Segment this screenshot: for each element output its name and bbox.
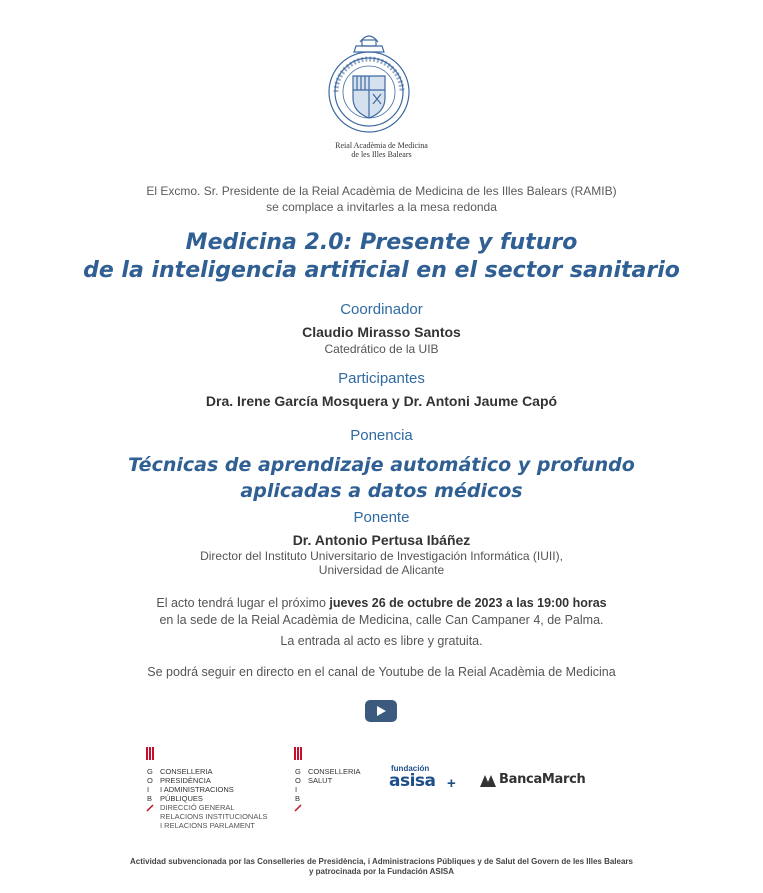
speaker-heading: Ponente: [353, 509, 410, 526]
logo-line: DIRECCIÓ GENERAL: [160, 803, 235, 812]
youtube-play-icon[interactable]: [365, 700, 397, 722]
institution-line-1: Reial Acadèmia de Medicina: [335, 141, 428, 150]
asisa-name: asisa: [389, 771, 436, 791]
coordinator-name: Claudio Mirasso Santos: [302, 324, 461, 340]
asisa-plus-icon: +: [447, 775, 456, 792]
talk-title: [0, 452, 763, 504]
logo-line: PRESIDÈNCIA: [160, 776, 211, 785]
goib-letter: B: [147, 794, 153, 803]
coordinator-role: Catedrático de la UIB: [324, 342, 439, 356]
goib-letter: B: [295, 794, 301, 803]
footer-line-2: y patrocinada por la Fundación ASISA: [308, 867, 455, 876]
goib-slash-icon: [294, 804, 302, 812]
goib-presidencia-text: [160, 767, 270, 830]
event-date-line: [0, 595, 763, 612]
speaker-role-line-1: Director del Instituto Universitario de Investigación Informática (IUII),: [200, 549, 563, 563]
goib-slash-icon: [146, 804, 154, 812]
goib-letter: I: [295, 785, 298, 794]
event-location: en la sede de la Reial Acadèmia de Medicina, calle Can Campaner 4, de Palma.: [159, 613, 604, 627]
goib-presidencia-logo: [146, 747, 266, 837]
footer-note: [0, 857, 763, 877]
logo-line: CONSELLERIA: [308, 767, 361, 776]
bancamarch-name: BancaMarch: [499, 772, 586, 787]
logo-line: I RELACIONS PARLAMENT: [160, 821, 255, 830]
goib-letters: [295, 767, 303, 803]
goib-letter: O: [147, 776, 153, 785]
goib-letter: I: [147, 785, 150, 794]
speaker-role-line-2: Universidad de Alicante: [318, 563, 445, 577]
goib-letter: G: [295, 767, 301, 776]
event-date: jueves 26 de octubre de 2023 a las 19:00 horas: [329, 596, 607, 610]
intro-line-2: se complace a invitarles a la mesa redonda: [266, 200, 497, 214]
speaker-name: Dr. Antonio Pertusa Ibáñez: [292, 532, 471, 548]
goib-salut-logo: [294, 747, 374, 817]
goib-letters: [147, 767, 155, 803]
goib-flag-icon: [294, 747, 302, 760]
logo-line: RELACIONS INSTITUCIONALS: [160, 812, 268, 821]
speaker-role: [0, 549, 763, 577]
goib-letter: O: [295, 776, 301, 785]
intro-line-1: El Excmo. Sr. Presidente de la Reial Acadèmia de Medicina de les Illes Balears (RAMIB): [146, 184, 617, 198]
talk-line-2: aplicadas a datos médicos: [240, 480, 523, 502]
goib-letter: G: [147, 767, 153, 776]
invitation-intro: [0, 183, 763, 215]
bancamarch-mark-icon: [480, 773, 496, 787]
goib-flag-icon: [146, 747, 154, 760]
participants-names: Dra. Irene García Mosquera y Dr. Antoni Jaume Capó: [205, 393, 558, 409]
institution-line-2: de les Illes Balears: [351, 150, 412, 159]
title-line-1: Medicina 2.0: Presente y futuro: [185, 230, 578, 255]
event-entry: La entrada al acto es libre y gratuita.: [280, 634, 483, 648]
event-title: [0, 229, 763, 285]
institution-name: [0, 141, 763, 159]
title-line-2: de la inteligencia artificial en el sector sanitario: [83, 258, 680, 283]
logo-line: PÚBLIQUES: [160, 794, 203, 803]
logo-line: CONSELLERIA: [160, 767, 213, 776]
academy-seal-logo: [326, 28, 412, 138]
coordinator-heading: Coordinador: [340, 301, 423, 318]
footer-line-1: Actividad subvencionada por las Conselleries de Presidència, i Administracions Públiques y de Salut del Govern de les Illes Balears: [130, 857, 633, 866]
goib-salut-text: [308, 767, 374, 785]
asisa-top-text: fundación: [391, 764, 430, 773]
event-date-prefix: El acto tendrá lugar el próximo: [156, 596, 330, 610]
talk-line-1: Técnicas de aprendizaje automático y profundo: [128, 454, 635, 476]
bancamarch-logo: [480, 772, 595, 792]
logo-line: I ADMINISTRACIONS: [160, 785, 234, 794]
participants-heading: Participantes: [338, 370, 425, 387]
talk-heading: Ponencia: [350, 427, 413, 444]
event-stream: Se podrá seguir en directo en el canal de Youtube de la Reial Acadèmia de Medicina: [147, 665, 616, 679]
asisa-foundation-logo: [389, 764, 464, 794]
logo-line: SALUT: [308, 776, 333, 785]
